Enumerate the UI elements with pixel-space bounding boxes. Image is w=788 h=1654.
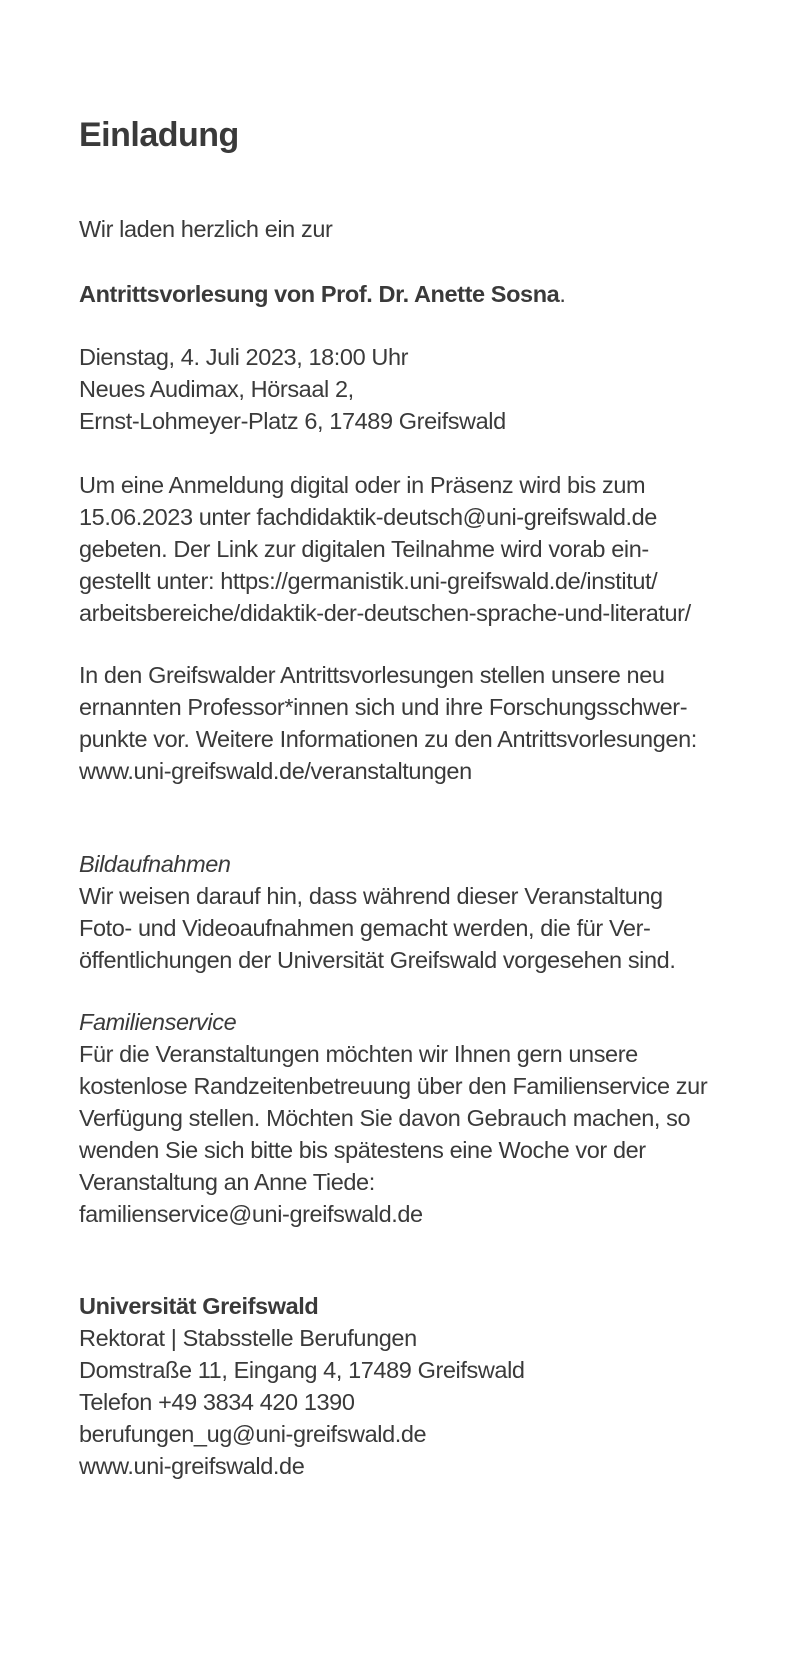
event-venue: Neues Audimax, Hörsaal 2, [79, 376, 354, 402]
registration-line: Um eine Anmeldung digital oder in Präsenz wird bis zum [79, 472, 646, 498]
lecture-title-suffix: . [559, 281, 566, 307]
series-info-line: ernannten Professor*innen sich und ihre Forschungsschwer- [79, 694, 688, 720]
family-service-email: familienservice@uni-greifswald.de [79, 1201, 423, 1227]
registration-line: gebeten. Der Link zur digitalen Teilnahme wird vorab ein- [79, 536, 649, 562]
registration-line: 15.06.2023 unter fachdidaktik-deutsch@uni-greifswald.de [79, 504, 657, 530]
lecture-title: Antrittsvorlesung von Prof. Dr. Anette Sosna [79, 281, 560, 307]
lecture-title-line [79, 278, 565, 311]
contact-phone: Telefon +49 3834 420 1390 [79, 1389, 355, 1415]
event-address: Ernst-Lohmeyer-Platz 6, 17489 Greifswald [79, 408, 506, 434]
family-service-line: wenden Sie sich bitte bis spätestens eine Woche vor der [79, 1137, 646, 1163]
family-service-line: Verfügung stellen. Möchten Sie davon Gebrauch machen, so [79, 1105, 691, 1131]
photo-notice-line: öffentlichungen der Universität Greifswald vorgesehen sind. [79, 947, 676, 973]
page-title: Einladung [79, 116, 239, 154]
photo-notice-line: Wir weisen darauf hin, dass während dieser Veranstaltung [79, 883, 663, 909]
contact-street: Domstraße 11, Eingang 4, 17489 Greifswald [79, 1357, 525, 1383]
family-service-line: kostenlose Randzeitenbetreuung über den Familienservice zur [79, 1073, 708, 1099]
series-info-line: www.uni-greifswald.de/veranstaltungen [79, 758, 472, 784]
photo-notice-heading: Bildaufnahmen [79, 851, 231, 877]
invitation-page [79, 0, 769, 1654]
contact-department: Rektorat | Stabsstelle Berufungen [79, 1325, 417, 1351]
registration-line: arbeitsbereiche/didaktik-der-deutschen-sprache-und-literatur/ [79, 600, 691, 626]
contact-email: berufungen_ug@uni-greifswald.de [79, 1421, 427, 1447]
contact-organization: Universität Greifswald [79, 1293, 319, 1319]
photo-notice-line: Foto- und Videoaufnahmen gemacht werden, die für Ver- [79, 915, 651, 941]
family-service-heading: Familienservice [79, 1009, 237, 1035]
event-date-time: Dienstag, 4. Juli 2023, 18:00 Uhr [79, 344, 409, 370]
series-info-line: punkte vor. Weitere Informationen zu den Antrittsvorlesungen: [79, 726, 697, 752]
registration-line: gestellt unter: https://germanistik.uni-greifswald.de/institut/ [79, 568, 658, 594]
contact-website: www.uni-greifswald.de [79, 1453, 305, 1479]
series-info-line: In den Greifswalder Antrittsvorlesungen stellen unsere neu [79, 662, 665, 688]
family-service-line: Für die Veranstaltungen möchten wir Ihnen gern unsere [79, 1041, 638, 1067]
family-service-line: Veranstaltung an Anne Tiede: [79, 1169, 375, 1195]
intro-text: Wir laden herzlich ein zur [79, 216, 333, 242]
